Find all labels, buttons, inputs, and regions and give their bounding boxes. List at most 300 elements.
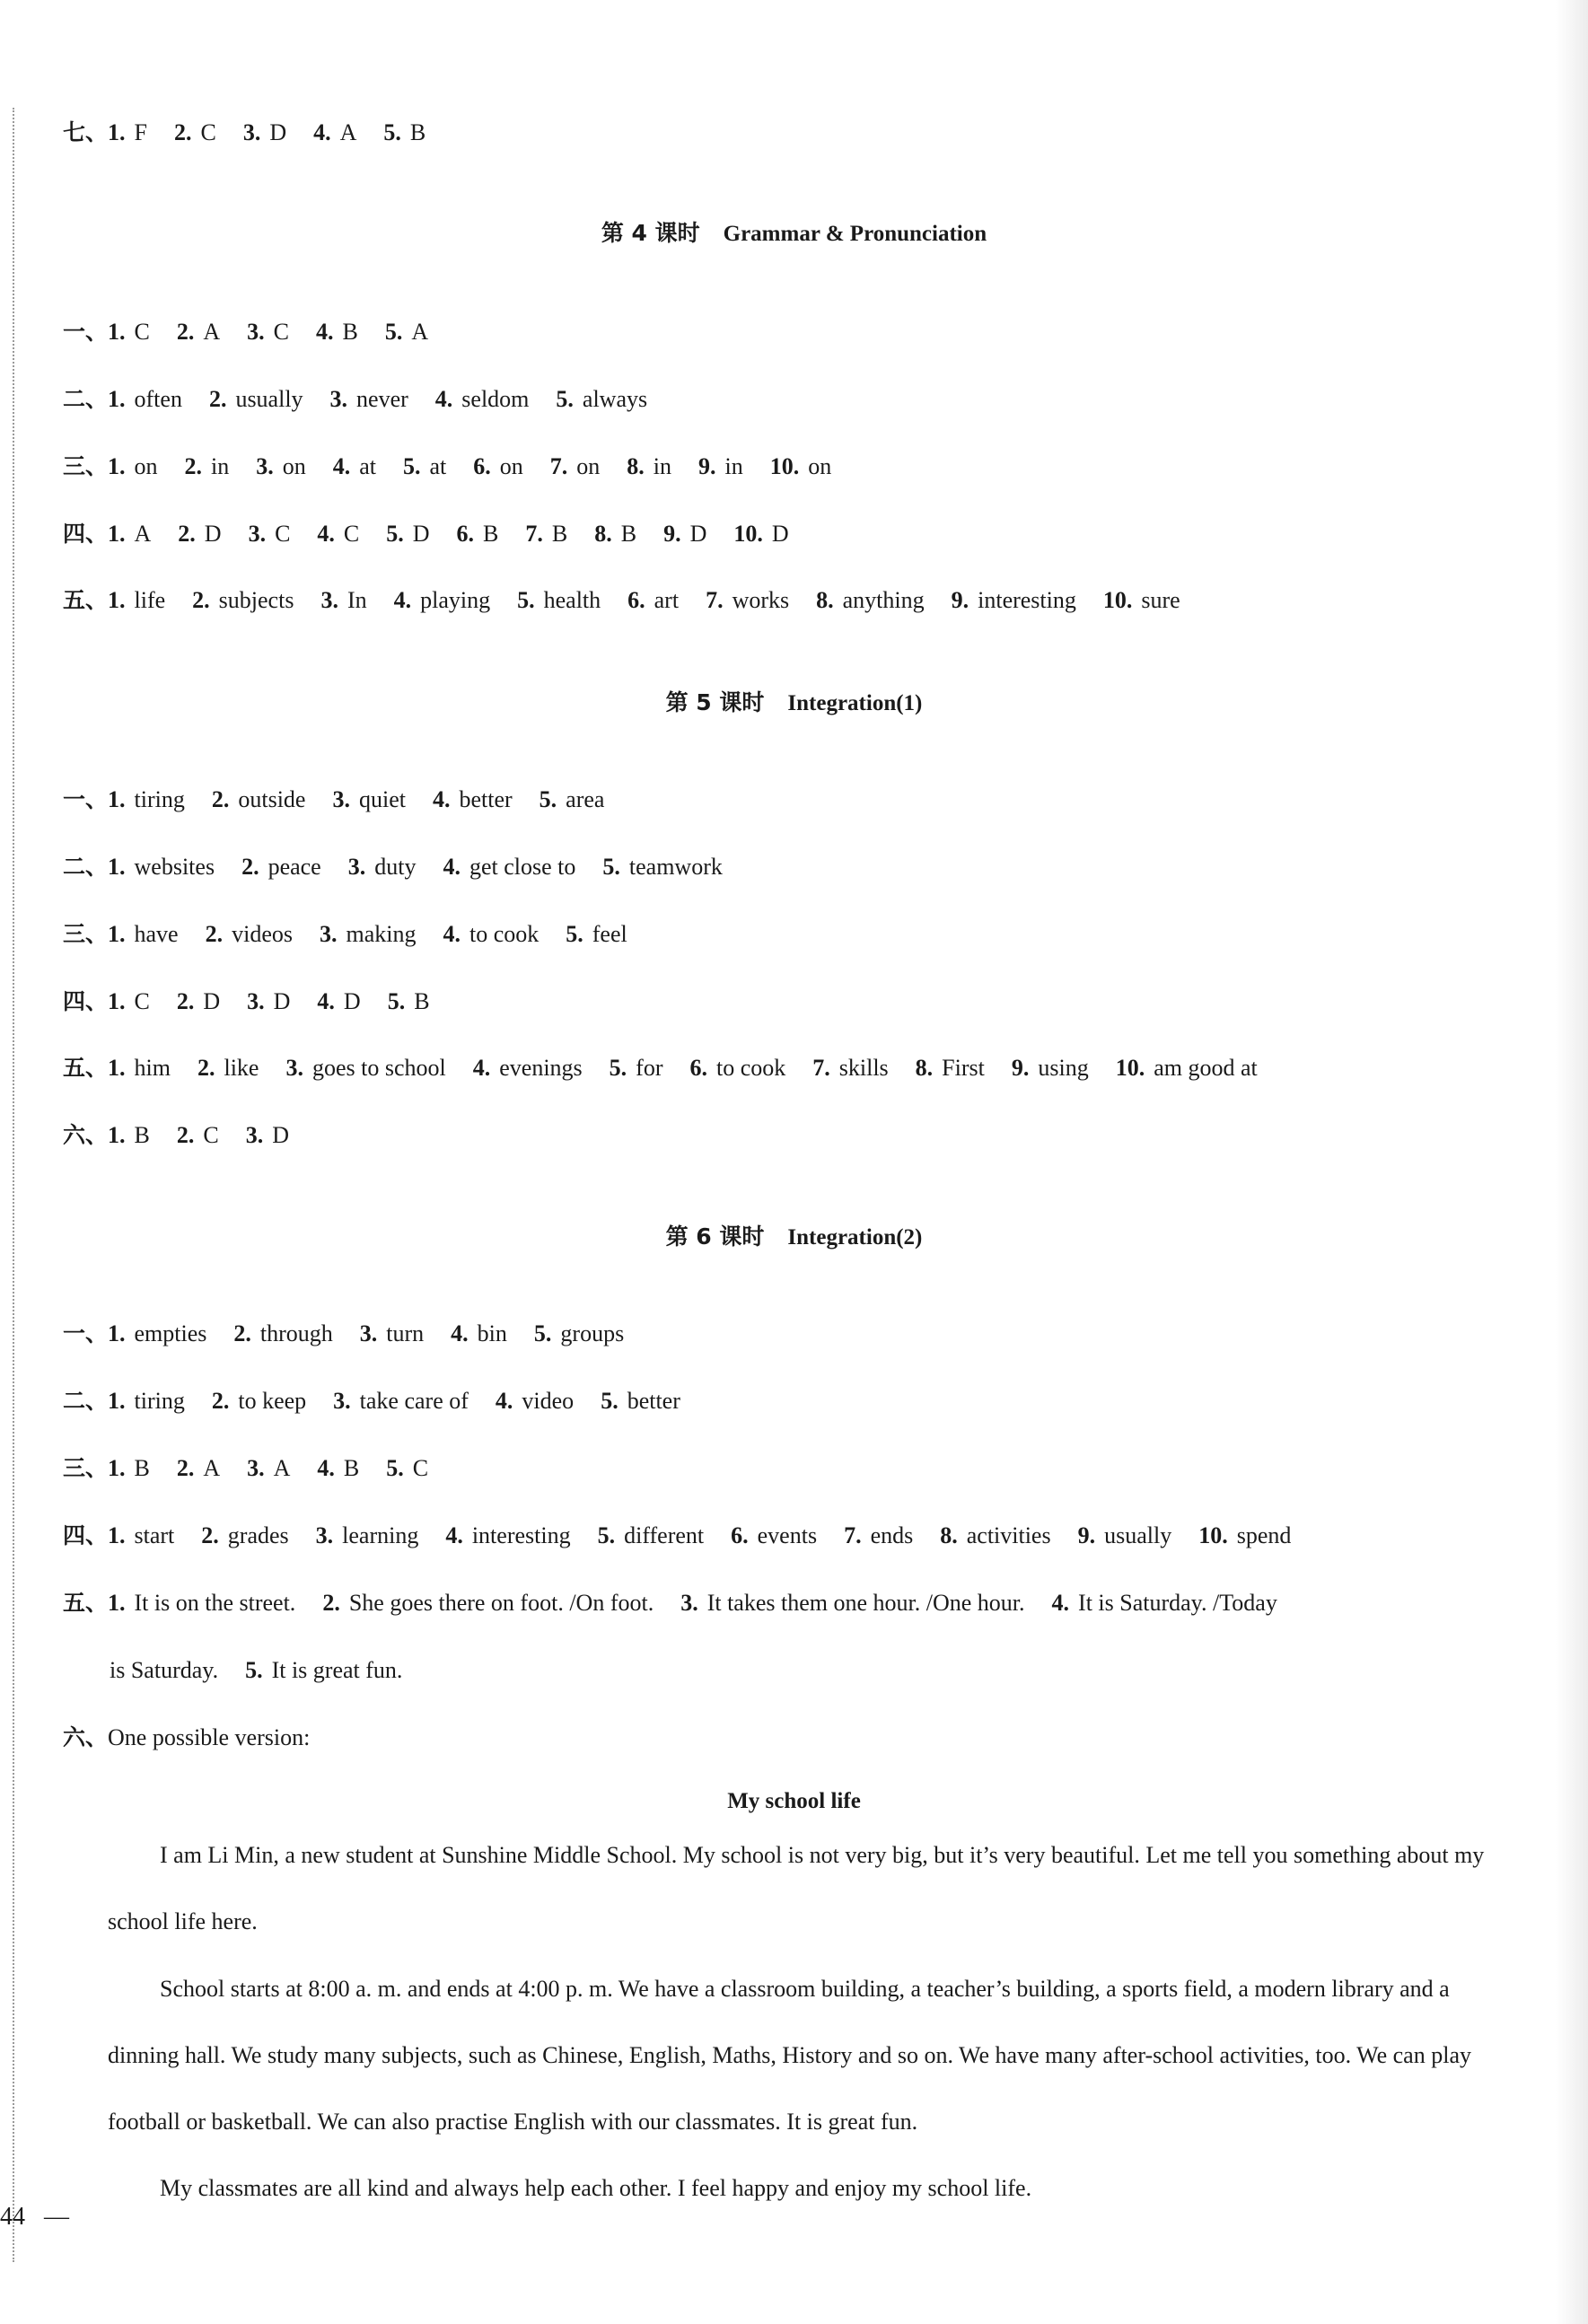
answer-text: never xyxy=(356,386,408,412)
answer-text: C xyxy=(343,521,360,547)
answer-text: D xyxy=(343,988,361,1014)
answer-text: A xyxy=(203,319,221,345)
answer-number: 2. xyxy=(197,1055,215,1081)
answer-number: 1. xyxy=(108,386,126,412)
section-label: 五、 xyxy=(63,1055,109,1081)
answer-item xyxy=(916,1052,985,1084)
answer-text: ends xyxy=(870,1522,914,1548)
answer-number: 4. xyxy=(443,854,461,880)
answer-item xyxy=(594,518,636,550)
lesson-heading xyxy=(0,685,1588,717)
answer-text: C xyxy=(273,319,289,345)
section-label: 四、 xyxy=(63,988,109,1014)
answer-text: D xyxy=(269,119,287,145)
answer-item xyxy=(360,1318,424,1350)
answer-number: 8. xyxy=(940,1522,958,1548)
section-label: 七、 xyxy=(63,119,109,145)
answer-number: 5. xyxy=(566,921,583,947)
answer-row xyxy=(63,1318,651,1350)
answer-number: 3. xyxy=(329,386,348,412)
answer-text: B xyxy=(342,319,358,345)
answer-item xyxy=(177,986,220,1018)
answer-text: learning xyxy=(342,1522,419,1548)
answer-number: 2. xyxy=(322,1590,340,1616)
answer-text: B xyxy=(483,521,499,547)
answer-item xyxy=(952,584,1076,617)
answer-number: 3. xyxy=(320,921,338,947)
answer-text: using xyxy=(1038,1055,1089,1081)
answer-text: in xyxy=(724,453,743,479)
answer-number: 4. xyxy=(1051,1590,1070,1616)
answer-item xyxy=(1012,1052,1089,1084)
answer-item xyxy=(212,784,306,816)
page-footer xyxy=(0,2203,69,2232)
answer-number: 5. xyxy=(245,1657,263,1683)
answer-text: quiet xyxy=(358,786,406,812)
answer-text: B xyxy=(134,1122,150,1148)
answer-text: D xyxy=(771,521,789,547)
answer-number: 1. xyxy=(108,1055,126,1081)
answer-text: playing xyxy=(420,587,491,613)
answer-text: duty xyxy=(374,854,417,880)
answer-item xyxy=(816,584,925,617)
answer-item xyxy=(627,584,679,617)
answer-text: C xyxy=(134,988,150,1014)
page-edge-shadow xyxy=(1556,0,1588,2324)
answer-text: It is great fun. xyxy=(271,1657,403,1683)
answer-text: B xyxy=(551,521,568,547)
answer-row xyxy=(63,1452,455,1485)
answer-number: 3. xyxy=(680,1590,698,1616)
answer-item xyxy=(108,918,179,951)
answer-number: 1. xyxy=(108,1122,126,1148)
answer-number: 2. xyxy=(233,1320,251,1346)
answer-number: 3. xyxy=(332,786,350,812)
answer-number: 2. xyxy=(211,1388,230,1414)
answer-item xyxy=(241,851,321,883)
answer-number: 4. xyxy=(495,1388,513,1414)
answer-number: 7. xyxy=(549,453,568,479)
answer-text: like xyxy=(224,1055,259,1081)
answer-text: to cook xyxy=(715,1055,786,1081)
answer-text: at xyxy=(429,453,447,479)
answer-item xyxy=(556,383,647,416)
answer-number: 2. xyxy=(176,1455,195,1481)
answer-row xyxy=(63,584,1207,617)
answer-number: 5. xyxy=(383,119,401,145)
answer-number: 1. xyxy=(108,1320,126,1346)
section-label: 三、 xyxy=(63,921,109,947)
answer-number: 5. xyxy=(597,1522,616,1548)
answer-number: 2. xyxy=(205,921,224,947)
answer-text: different xyxy=(624,1522,705,1548)
answer-number: 5. xyxy=(609,1055,627,1081)
answer-number: 3. xyxy=(359,1320,378,1346)
section-label: 六、 xyxy=(63,1724,109,1750)
answer-number: 2. xyxy=(178,521,196,547)
answer-text: It takes them one hour. /One hour. xyxy=(706,1590,1025,1616)
answer-text: spend xyxy=(1236,1522,1292,1548)
answer-item xyxy=(256,451,306,483)
answer-item xyxy=(333,451,376,483)
answer-item xyxy=(451,1318,507,1350)
answer-text: D xyxy=(272,1122,289,1148)
answer-item xyxy=(108,1452,150,1485)
answer-text: D xyxy=(273,988,291,1014)
answer-item xyxy=(443,851,575,883)
answer-number: 2. xyxy=(241,854,259,880)
answer-number: 4. xyxy=(317,988,335,1014)
answer-number: 5. xyxy=(533,1320,552,1346)
answer-item xyxy=(1103,584,1180,617)
answer-text: seldom xyxy=(461,386,530,412)
answer-number: 6. xyxy=(731,1522,749,1548)
answer-row xyxy=(63,1587,1304,1619)
answer-item xyxy=(212,1385,306,1417)
answer-number: 10. xyxy=(769,453,800,479)
answer-text: It is on the street. xyxy=(134,1590,296,1616)
answer-number: 5. xyxy=(387,988,406,1014)
answer-number: 5. xyxy=(386,1455,404,1481)
answer-item xyxy=(348,851,417,883)
answer-text: It is Saturday. /Today xyxy=(1078,1590,1277,1616)
answer-row xyxy=(63,117,452,149)
answer-number: 4. xyxy=(445,1522,463,1548)
answer-text: B xyxy=(620,521,637,547)
answer-number: 9. xyxy=(698,453,716,479)
answer-text: F xyxy=(134,119,147,145)
answer-item xyxy=(201,1520,288,1552)
writing-task-text: One possible version: xyxy=(108,1724,311,1750)
answer-item xyxy=(177,1119,219,1152)
answer-item xyxy=(320,918,417,951)
answer-text: him xyxy=(134,1055,171,1081)
answer-text: anything xyxy=(842,587,925,613)
lesson-number: 第 4 课时 xyxy=(601,220,700,246)
answer-number: 1. xyxy=(108,854,126,880)
section-label: 四、 xyxy=(63,521,109,547)
answer-number: 2. xyxy=(192,587,210,613)
answer-item xyxy=(680,1587,1024,1619)
section-label: 四、 xyxy=(63,1522,109,1548)
answer-text: skills xyxy=(838,1055,889,1081)
answer-item xyxy=(394,584,491,617)
answer-text: evenings xyxy=(499,1055,583,1081)
answer-number: 6. xyxy=(689,1055,707,1081)
answer-number: 8. xyxy=(816,587,834,613)
answer-text: bin xyxy=(477,1320,507,1346)
answer-item xyxy=(435,383,530,416)
essay-paragraph: School starts at 8:00 a. m. and ends at 4:00 p. m. We have a classroom building, a teacher’s building, a sports field, a modern library and a dinning hall. We study many subjects, such as Chinese, English, Maths, History and so on. We have many after-school activities, too. We can play football or basketball. We can also practise English with our classmates. It is great fun. xyxy=(108,1976,1471,2135)
answer-number: 1. xyxy=(108,587,126,613)
answer-item xyxy=(320,584,366,617)
answer-item xyxy=(706,584,789,617)
answer-item xyxy=(601,1385,680,1417)
answer-item xyxy=(108,1385,185,1417)
answer-row xyxy=(63,518,816,550)
section-label: 一、 xyxy=(63,786,109,812)
answer-item xyxy=(330,383,408,416)
answer-number: 6. xyxy=(473,453,491,479)
answer-item xyxy=(534,1318,624,1350)
answer-text: video xyxy=(522,1388,575,1414)
answer-number: 3. xyxy=(320,587,338,613)
answer-item xyxy=(383,117,426,149)
answer-number: 2. xyxy=(201,1522,219,1548)
answer-text: She goes there on foot. /On foot. xyxy=(348,1590,654,1616)
answer-number: 3. xyxy=(248,521,267,547)
answer-number: 4. xyxy=(317,521,335,547)
lesson-title: Integration(1) xyxy=(787,691,923,715)
answer-row xyxy=(63,383,674,416)
answer-number: 3. xyxy=(247,988,265,1014)
answer-row xyxy=(63,784,631,816)
answer-text: websites xyxy=(134,854,215,880)
answer-text: B xyxy=(414,988,430,1014)
answer-text: peace xyxy=(268,854,321,880)
answer-text: on xyxy=(134,453,158,479)
answer-text: A xyxy=(339,119,357,145)
answer-number: 8. xyxy=(627,453,645,479)
answer-text: D xyxy=(689,521,707,547)
answer-item xyxy=(663,518,706,550)
answer-item xyxy=(473,451,523,483)
answer-number: 5. xyxy=(601,1388,619,1414)
answer-text: health xyxy=(543,587,601,613)
section-label: 三、 xyxy=(63,1455,109,1481)
answer-item xyxy=(246,1119,289,1152)
answer-item xyxy=(108,851,215,883)
answer-text: better xyxy=(459,786,513,812)
answer-item xyxy=(185,451,230,483)
section-label: 二、 xyxy=(63,854,109,880)
answer-item xyxy=(206,918,293,951)
answer-item xyxy=(233,1318,332,1350)
answer-text: tiring xyxy=(134,786,185,812)
answer-item xyxy=(317,518,359,550)
section-label: 一、 xyxy=(63,319,109,345)
answer-number: 5. xyxy=(539,786,557,812)
answer-number: 2. xyxy=(211,786,230,812)
section-label: 六、 xyxy=(63,1122,109,1148)
answer-number: 3. xyxy=(256,453,274,479)
answer-item xyxy=(108,1587,295,1619)
answer-number: 1. xyxy=(108,1455,126,1481)
answer-item xyxy=(108,117,147,149)
answer-item xyxy=(174,117,216,149)
answer-item xyxy=(689,1052,785,1084)
answer-number: 5. xyxy=(517,587,535,613)
answer-item xyxy=(247,316,289,348)
answer-number: 4. xyxy=(434,386,453,412)
section-label: 二、 xyxy=(63,386,109,412)
section-label: 五、 xyxy=(63,1590,109,1616)
answer-number: 9. xyxy=(1011,1055,1030,1081)
answer-number: 9. xyxy=(1077,1522,1096,1548)
answer-text: C xyxy=(203,1122,219,1148)
answer-text: D xyxy=(204,521,222,547)
answer-text: B xyxy=(409,119,426,145)
answer-text: subjects xyxy=(218,587,294,613)
answer-number: 2. xyxy=(173,119,192,145)
answer-text: videos xyxy=(232,921,293,947)
answer-item xyxy=(433,784,513,816)
answer-number: 9. xyxy=(951,587,969,613)
answer-text: interesting xyxy=(978,587,1076,613)
answer-item xyxy=(192,584,294,617)
answer-number: 2. xyxy=(176,1122,195,1148)
answer-number: 2. xyxy=(176,988,195,1014)
answer-text: to cook xyxy=(469,921,540,947)
answer-item xyxy=(108,584,165,617)
answer-item xyxy=(317,1452,359,1485)
answer-text: in xyxy=(211,453,230,479)
answer-row xyxy=(63,851,750,883)
answer-number: 4. xyxy=(443,921,461,947)
answer-number: 1. xyxy=(108,521,126,547)
answer-text: D xyxy=(203,988,221,1014)
answer-number: 4. xyxy=(472,1055,491,1081)
essay-paragraph: I am Li Min, a new student at Sunshine Middle School. My school is not very big, but it’s very beautiful. Let me tell you something about my school life here. xyxy=(108,1842,1485,1934)
answer-text: always xyxy=(582,386,648,412)
answer-item xyxy=(316,316,358,348)
answer-item xyxy=(550,451,601,483)
answer-item xyxy=(177,1452,220,1485)
answer-text: get close to xyxy=(469,854,576,880)
answer-number: 4. xyxy=(317,1455,335,1481)
writing-task-row xyxy=(63,1722,310,1754)
answer-text: outside xyxy=(238,786,306,812)
answer-item xyxy=(108,1052,171,1084)
answer-item xyxy=(313,117,356,149)
answer-row-continuation xyxy=(110,1654,429,1687)
answer-number: 7. xyxy=(812,1055,830,1081)
answer-text: tiring xyxy=(134,1388,185,1414)
section-label: 五、 xyxy=(63,587,109,613)
lesson-heading xyxy=(0,215,1588,248)
answer-text: at xyxy=(359,453,377,479)
section-label: 一、 xyxy=(63,1320,109,1346)
answer-item xyxy=(1078,1520,1172,1552)
answer-number: 7. xyxy=(706,587,724,613)
answer-text: through xyxy=(259,1320,333,1346)
answer-number: 1. xyxy=(108,921,126,947)
answer-row xyxy=(63,316,455,348)
answer-item xyxy=(316,1520,419,1552)
lesson-number: 第 6 课时 xyxy=(665,1223,765,1250)
lesson-title: Grammar & Pronunciation xyxy=(723,222,987,246)
answer-item xyxy=(602,851,722,883)
answer-number: 7. xyxy=(844,1522,862,1548)
answer-text: turn xyxy=(386,1320,425,1346)
answer-row xyxy=(63,1052,1285,1084)
answer-text: D xyxy=(412,521,430,547)
answer-item xyxy=(243,117,286,149)
answer-item xyxy=(1116,1052,1258,1084)
answer-number: 8. xyxy=(594,521,612,547)
answer-number: 10. xyxy=(733,521,763,547)
answer-number: 10. xyxy=(1198,1522,1228,1548)
answer-item xyxy=(566,918,627,951)
answer-text: making xyxy=(346,921,417,947)
answer-row xyxy=(63,1520,1318,1552)
answer-item xyxy=(285,1052,445,1084)
answer-number: 1. xyxy=(108,988,126,1014)
answer-item xyxy=(1052,1587,1277,1619)
answer-number: 3. xyxy=(245,1122,264,1148)
answer-number: 1. xyxy=(108,1522,126,1548)
answer-item xyxy=(108,316,150,348)
lesson-heading xyxy=(0,1219,1588,1251)
answer-row xyxy=(63,986,457,1018)
answer-number: 5. xyxy=(556,386,574,412)
answer-item xyxy=(698,451,743,483)
lesson-title: Integration(2) xyxy=(787,1225,923,1250)
lesson-number: 第 5 课时 xyxy=(665,689,765,715)
answer-row xyxy=(63,451,858,483)
answer-text: B xyxy=(134,1455,150,1481)
answer-item xyxy=(108,1318,206,1350)
answer-text: to keep xyxy=(238,1388,307,1414)
answer-text: start xyxy=(134,1522,175,1548)
answer-item xyxy=(108,1119,150,1152)
answer-number: 1. xyxy=(108,1388,126,1414)
answer-item xyxy=(108,784,185,816)
answer-text: on xyxy=(576,453,601,479)
answer-text: often xyxy=(134,386,182,412)
answer-text: usually xyxy=(235,386,303,412)
answer-item xyxy=(540,784,605,816)
answer-item xyxy=(247,1452,290,1485)
answer-item xyxy=(386,518,429,550)
answer-number: 6. xyxy=(456,521,475,547)
answer-number: 1. xyxy=(108,319,126,345)
answer-text: art xyxy=(654,587,680,613)
answer-text: interesting xyxy=(471,1522,571,1548)
answer-item xyxy=(108,451,158,483)
answer-item xyxy=(627,451,671,483)
answer-item xyxy=(1198,1520,1291,1552)
answer-number: 3. xyxy=(247,1455,265,1481)
answer-text: grades xyxy=(227,1522,289,1548)
page-number: 44 xyxy=(0,2203,25,2231)
answer-text: works xyxy=(732,587,790,613)
essay-paragraph: My classmates are all kind and always help each other. I feel happy and enjoy my school life. xyxy=(160,2175,1032,2201)
answer-number: 2. xyxy=(208,386,227,412)
answer-text: A xyxy=(411,319,429,345)
section-label: 二、 xyxy=(63,1388,109,1414)
answer-text: C xyxy=(275,521,291,547)
answer-text: take care of xyxy=(359,1388,469,1414)
answer-number: 7. xyxy=(525,521,543,547)
answer-number: 3. xyxy=(242,119,261,145)
answer-number: 3. xyxy=(333,1388,351,1414)
answer-item xyxy=(110,1654,218,1687)
answer-item xyxy=(177,316,220,348)
answer-item xyxy=(610,1052,663,1084)
answer-item xyxy=(332,784,406,816)
answer-row xyxy=(63,1119,316,1152)
answer-number: 5. xyxy=(403,453,421,479)
answer-item xyxy=(333,1385,469,1417)
answer-text: have xyxy=(134,921,179,947)
answer-text: in xyxy=(653,453,672,479)
answer-text: better xyxy=(627,1388,680,1414)
footer-dash: — xyxy=(44,2203,69,2231)
answer-text: First xyxy=(942,1055,985,1081)
answer-number: 4. xyxy=(332,453,351,479)
answer-text: on xyxy=(282,453,306,479)
